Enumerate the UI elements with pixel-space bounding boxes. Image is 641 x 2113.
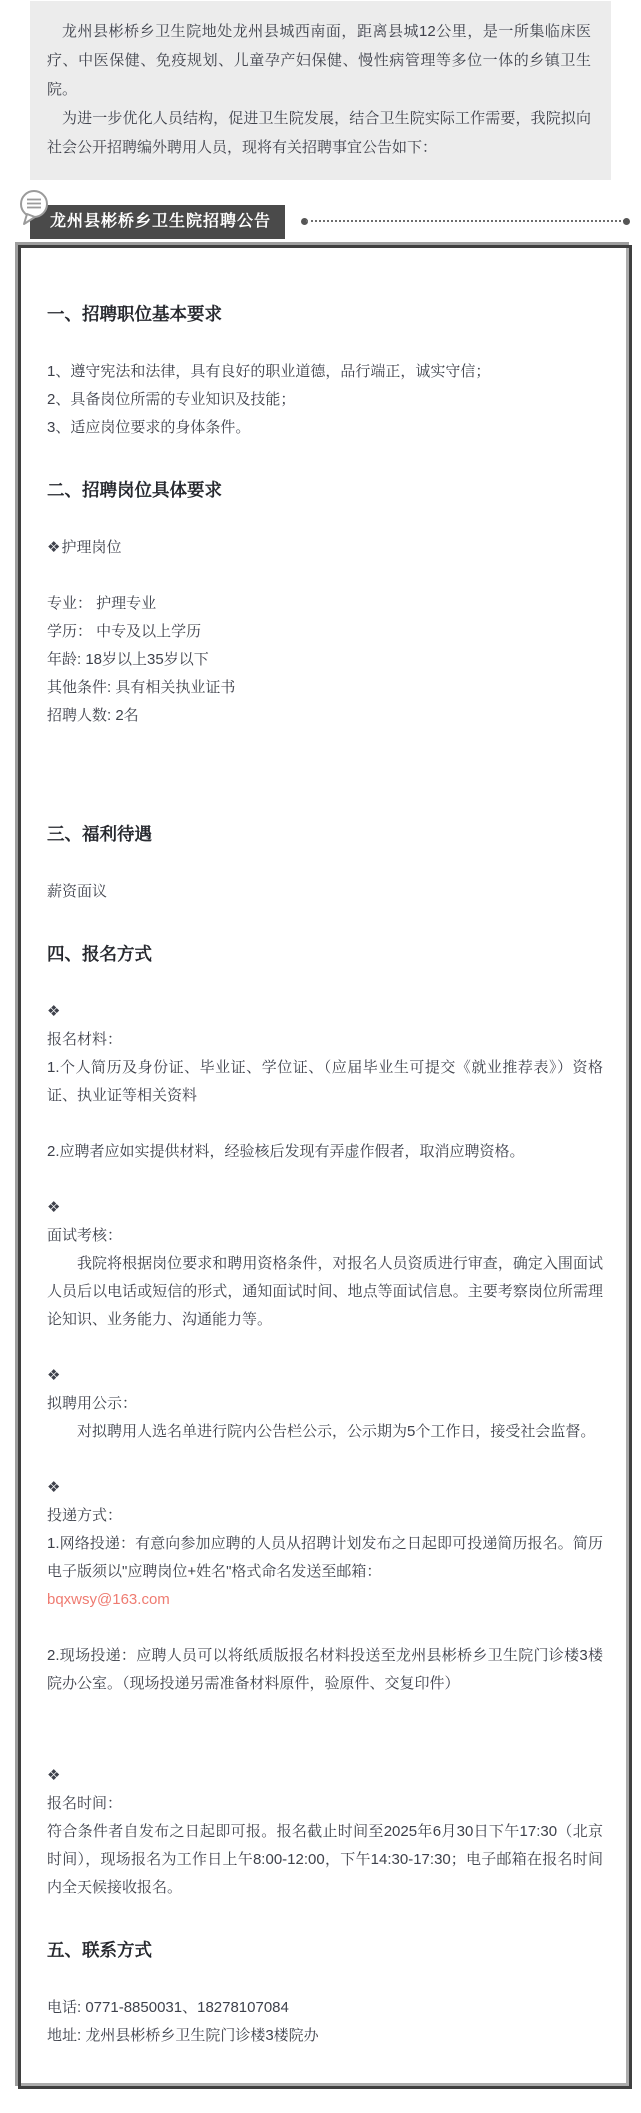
time-paragraph: 符合条件者自发布之日起即可报。报名截止时间至2025年6月30日下午17:30（北京时间），现场报名为工作日上午8:00-12:00，下午14:30-17:30；电子邮箱在报名时间内全天候接收报名。: [47, 1823, 603, 1896]
delivery-onsite-paragraph: 2.现场投递：应聘人员可以将纸质版报名材料投送至龙州县彬桥乡卫生院门诊楼3楼院办公室。（现场投递另需准备材料原件，验原件、交复印件）: [47, 1647, 603, 1692]
announcement-banner: [30, 205, 632, 239]
position-field: 专业： 护理专业: [47, 595, 157, 612]
contact-phone: 电话: 0771-8850031、18278107084: [47, 1999, 289, 2016]
spacer: [47, 562, 603, 590]
dotted-connector: [301, 218, 630, 226]
block-title-publicity: 拟聘用公示：: [47, 1395, 138, 1412]
block-title-time: 报名时间：: [47, 1795, 123, 1812]
delivery-online-paragraph: 1.网络投递：有意向参加应聘的人员从招聘计划发布之日起即可投递简历报名。简历电子版须以"应聘岗位+姓名"格式命名发送至邮箱：: [47, 1535, 603, 1580]
diamond-marker-icon: ❖: [47, 1003, 61, 1020]
position-field: 学历： 中专及以上学历: [47, 623, 202, 640]
diamond-marker-icon: ❖: [47, 1199, 61, 1216]
section-heading-2: 二、招聘岗位具体要求: [47, 480, 222, 500]
materials-paragraph: 1.个人简历及身份证、毕业证、学位证、（应届毕业生可提交《就业推荐表》）资格证、执业证等相关资料: [47, 1059, 603, 1104]
position-title: 护理岗位: [61, 539, 122, 556]
diamond-marker-icon: ❖: [47, 1367, 61, 1384]
intro-panel: [30, 1, 611, 180]
section-heading-1: 一、招聘职位基本要求: [47, 304, 222, 324]
publicity-paragraph: 对拟聘用人选名单进行院内公告栏公示，公示期为5个工作日，接受社会监督。: [77, 1423, 596, 1440]
announcement-card: [18, 245, 632, 2089]
requirement-item: 2、具备岗位所需的专业知识及技能；: [47, 391, 296, 408]
requirement-item: 3、适应岗位要求的身体条件。: [47, 419, 251, 436]
connector-dotted-line: [306, 220, 625, 222]
contact-address: 地址: 龙州县彬桥乡卫生院门诊楼3楼院办: [47, 2027, 319, 2044]
section-heading-3: 三、福利待遇: [47, 824, 152, 844]
speech-bubble-icon: [17, 189, 53, 229]
materials-paragraph: 2.应聘者应如实提供材料，经验核后发现有弄虚作假者，取消应聘资格。: [47, 1143, 525, 1160]
intro-paragraph: 龙州县彬桥乡卫生院地处龙州县城西南面，距离县城12公里，是一所集临床医疗、中医保健、免疫规划、儿童孕产妇保健、慢性病管理等多位一体的乡镇卫生院。: [47, 23, 591, 98]
interview-paragraph: 我院将根据岗位要求和聘用资格条件，对报名人员资质进行审查，确定入围面试人员后以电话或短信的形式，通知面试时间、地点等面试信息。主要考察岗位所需理论知识、业务能力、沟通能力等。: [47, 1255, 603, 1328]
position-field: 招聘人数: 2名: [47, 707, 139, 724]
requirement-item: 1、遵守宪法和法律，具有良好的职业道德，品行端正，诚实守信；: [47, 363, 491, 380]
diamond-marker-icon: ❖: [47, 1767, 61, 1784]
spacer: [47, 1166, 603, 1194]
email-link[interactable]: bqxwsy@163.com: [47, 1591, 170, 1608]
spacer: [47, 1698, 603, 1762]
section-heading-4: 四、报名方式: [47, 944, 152, 964]
connector-end-dot: [623, 218, 630, 225]
position-field: 年龄: 18岁以上35岁以下: [47, 651, 209, 668]
spacer: [47, 730, 603, 786]
block-title-delivery: 投递方式：: [47, 1507, 123, 1524]
spacer: [47, 1614, 603, 1642]
block-title-materials: 报名材料：: [47, 1031, 123, 1048]
spacer: [47, 1446, 603, 1474]
position-title-line: [47, 534, 603, 562]
spacer: [47, 1334, 603, 1362]
benefits-line: 薪资面议: [47, 883, 108, 900]
diamond-marker-icon: ❖: [47, 539, 61, 556]
diamond-marker-icon: ❖: [47, 1479, 61, 1496]
block-title-interview: 面试考核：: [47, 1227, 123, 1244]
spacer: [47, 1110, 603, 1138]
section-heading-5: 五、联系方式: [47, 1940, 152, 1960]
intro-paragraph: 为进一步优化人员结构，促进卫生院发展，结合卫生院实际工作需要，我院拟向社会公开招聘编外聘用人员，现将有关招聘事宜公告如下：: [47, 110, 591, 156]
banner-title: 龙州县彬桥乡卫生院招聘公告: [30, 205, 285, 239]
email-line: [47, 1586, 603, 1614]
position-field: 其他条件: 具有相关执业证书: [47, 679, 236, 696]
